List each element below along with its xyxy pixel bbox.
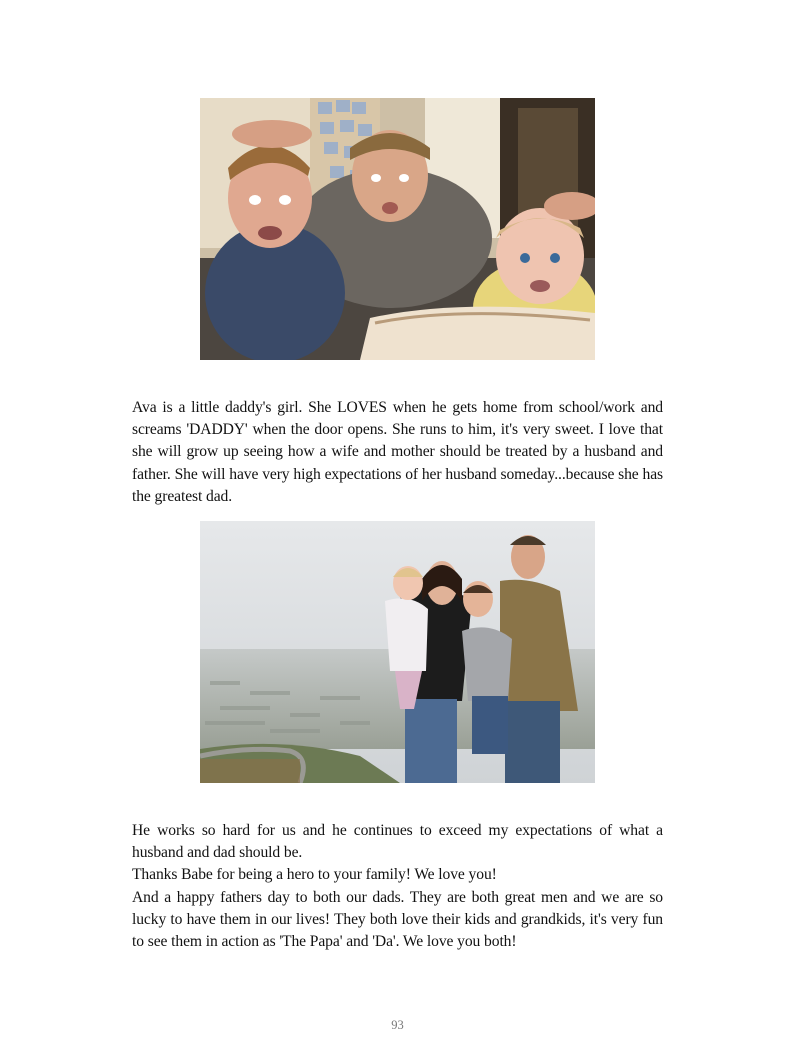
paragraph-3: Thanks Babe for being a hero to your family! We love you! — [132, 866, 497, 884]
photo-family-overlook-icon — [200, 521, 595, 783]
family-photo-1 — [200, 98, 595, 360]
paragraph-2: He works so hard for us and he continues to exceed my expectations of what a husband and dad should be. — [132, 822, 663, 862]
page-number: 93 — [391, 1018, 404, 1032]
paragraph-4: And a happy fathers day to both our dads. They are both great men and we are so lucky to have them in our lives! They both love their kids and grandkids, it's very fun to see them in action as 'The Papa' and 'Da'. We love you both! — [132, 888, 663, 951]
photo-father-kids-icon — [200, 98, 595, 360]
family-photo-2 — [200, 521, 595, 783]
paragraph-block-1 — [132, 397, 663, 508]
paragraph-1: Ava is a little daddy's girl. She LOVES when he gets home from school/work and screams 'DADDY' when the door opens. She runs to him, it's very sweet. I love that she will grow up seeing how a wife and mother should be treated by a husband and father. She will have very high expectations of her husband someday...because she has the greatest dad. — [132, 399, 663, 505]
paragraph-block-2 — [132, 820, 663, 953]
